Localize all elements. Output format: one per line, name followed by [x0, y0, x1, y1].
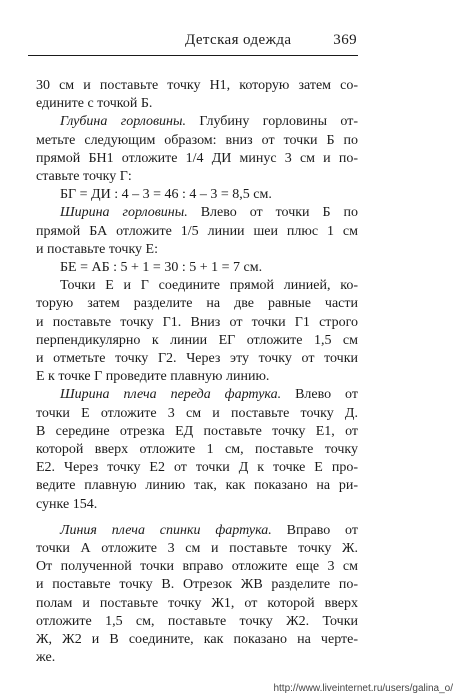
text-run: Вправо от	[271, 522, 358, 538]
text-line: же.	[36, 650, 56, 666]
section-heading: Ширина горловины.	[60, 205, 188, 221]
section-heading: Глубина горловины.	[60, 114, 186, 130]
text-line: прямой БН1 отложите 1/4 ДИ минус 3 см и по-	[36, 150, 358, 166]
formula-line: БГ = ДИ : 4 – 3 = 46 : 4 – 3 = 8,5 см.	[60, 187, 272, 203]
paragraph-line	[36, 204, 358, 222]
section-heading: Линия плеча спинки фартука.	[60, 522, 272, 538]
text-line: которой вверх отложите 1 см, поставьте точку	[36, 442, 358, 458]
paragraph-line	[36, 113, 358, 131]
text-run: Влево от точки Б по	[187, 205, 358, 221]
text-line: полам и поставьте точку Ж1, от которой вверх	[36, 595, 358, 611]
text-run: Влево от	[281, 387, 358, 403]
text-line: ведите плавную линию так, как показано на ри-	[36, 478, 358, 494]
section-heading: Ширина плеча переда фартука.	[60, 387, 282, 403]
text-line: ставьте точку Г:	[36, 169, 132, 185]
paragraph-line	[36, 522, 358, 540]
text-line: В середине отрезка ЕД поставьте точку Е1, от	[36, 423, 358, 439]
text-line: перпендикулярно к линии ЕГ отложите 1,5 см	[36, 332, 358, 348]
text-line: торую затем разделите на две равные части	[36, 296, 358, 312]
text-line: и отметьте точку Г2. Через эту точку от точки	[36, 351, 358, 367]
text-line: Е к точке Г проведите плавную линию.	[36, 369, 270, 385]
text-line: точки Е отложите 3 см и поставьте точку Д.	[36, 405, 358, 421]
text-line: и поставьте точку В. Отрезок ЖВ разделите по-	[36, 577, 358, 593]
text-line: Е2. Через точку Е2 от точки Д к точке Е про-	[36, 460, 358, 476]
text-line: метьте следующим образом: вниз от точки Б по	[36, 132, 358, 148]
page-number: 369	[333, 32, 357, 48]
running-title: Детская одежда	[185, 32, 292, 48]
text-line: прямой БА отложите 1/5 линии шеи плюс 1 см	[36, 223, 358, 239]
formula-line: БЕ = АБ : 5 + 1 = 30 : 5 + 1 = 7 см.	[60, 260, 263, 276]
page-body	[36, 77, 358, 668]
text-line: и поставьте точку Г1. Вниз от точки Г1 строго	[36, 314, 358, 330]
header-rule	[28, 55, 358, 56]
text-line: сунке 154.	[36, 496, 98, 512]
text-line: и поставьте точку Е:	[36, 241, 159, 257]
source-url-watermark: http://www.liveinternet.ru/users/galina_o/	[273, 683, 453, 694]
text-line: едините с точкой Б.	[36, 96, 153, 112]
text-line: От полученной точки вправо отложите еще 3 см	[36, 559, 358, 575]
paragraph-line	[36, 386, 358, 404]
text-run: Глубину горловины от-	[199, 114, 359, 130]
text-line: точки А отложите 3 см и поставьте точку Ж.	[36, 541, 358, 557]
running-header	[185, 32, 357, 49]
text-line: Ж, Ж2 и В соедините, как показано на черте-	[36, 632, 358, 648]
text-line: Точки Е и Г соедините прямой линией, ко-	[60, 278, 358, 294]
text-line: 30 см и поставьте точку Н1, которую затем со-	[36, 78, 358, 93]
text-line: отложите 1,5 см, поставьте точку Ж2. Точки	[36, 613, 358, 629]
